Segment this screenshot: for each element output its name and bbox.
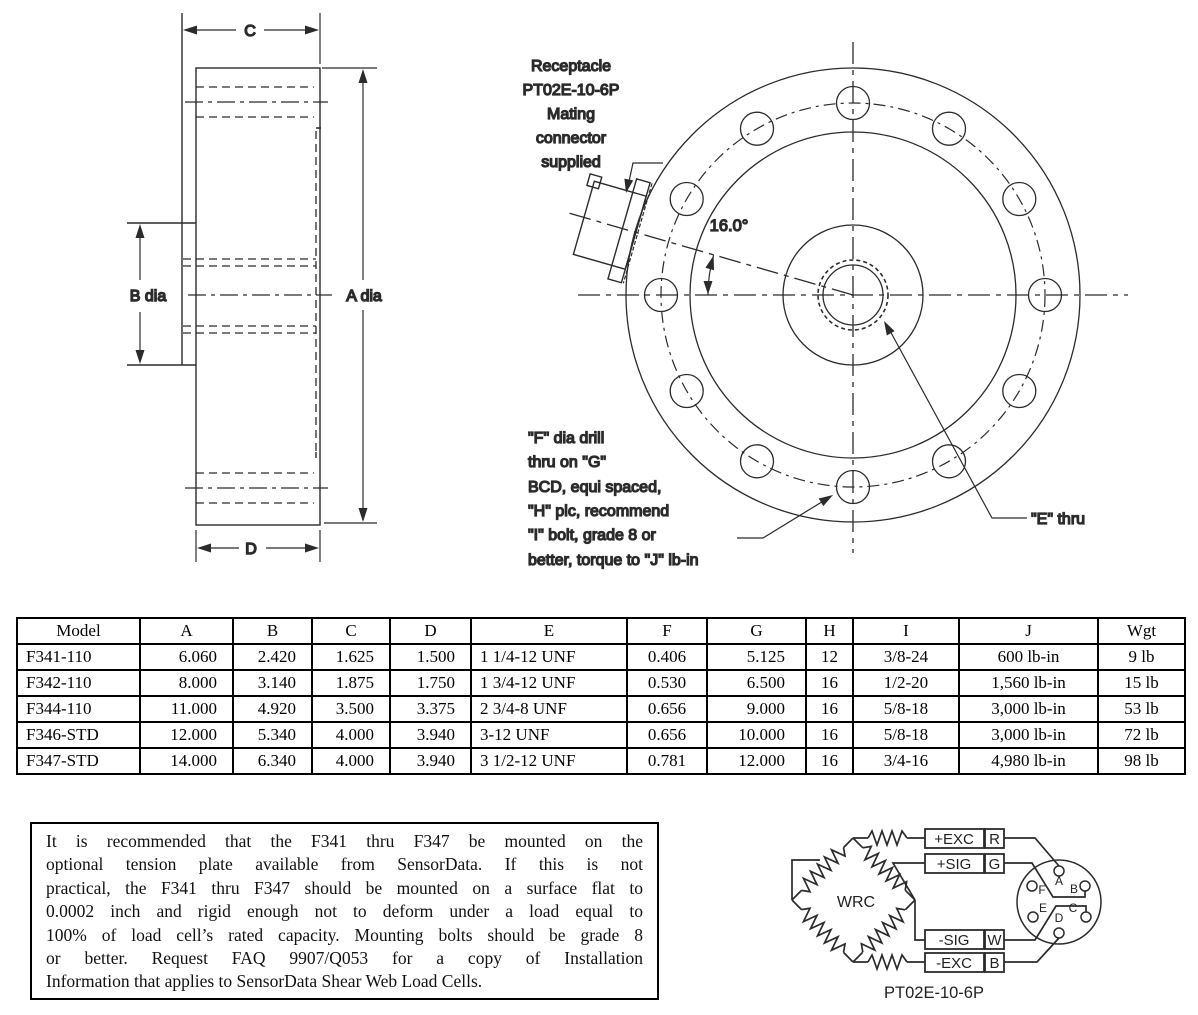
wiring-diagram [735,800,1198,1015]
receptacle-note-line: Receptacle [530,58,612,75]
table-row [17,696,1185,722]
cell-wgt: 9 lb [1098,644,1185,670]
cell-b: 4.920 [233,696,312,722]
col-header-g: G [707,618,806,644]
cell-j: 3,000 lb-in [959,722,1098,748]
cell-f: 0.406 [627,644,707,670]
f-drill-note-line: "I" bolt, grade 8 or [528,527,656,544]
side-view-body-outline [127,13,321,525]
pin-e-circle [1028,912,1038,922]
cell-j: 4,980 lb-in [959,748,1098,774]
cell-wgt: 98 lb [1098,748,1185,774]
col-header-c: C [312,618,390,644]
cell-i: 5/8-18 [853,696,959,722]
col-header-i: I [853,618,959,644]
cell-b: 6.340 [233,748,312,774]
dimension-table [16,617,1186,775]
receptacle-note-line: supplied [541,154,601,171]
e-thru-label: "E" thru [1031,511,1086,528]
col-header-b: B [233,618,312,644]
receptacle-note [523,58,620,171]
signal-label: +EXC [934,831,974,848]
cell-model: F344-110 [17,696,140,722]
cell-g: 9.000 [707,696,806,722]
angle-label: 16.0° [709,217,749,235]
cell-d: 3.940 [390,722,471,748]
pin-label-b: B [1069,882,1079,896]
wire-code-label: W [987,932,1002,949]
installation-note [30,822,659,1000]
cell-i: 5/8-18 [853,722,959,748]
cell-h: 12 [806,644,853,670]
cell-g: 12.000 [707,748,806,774]
dim-d [196,530,320,562]
table-row [17,644,1185,670]
cell-h: 16 [806,722,853,748]
bridge-label: WRC [836,894,876,911]
pin-label-c: C [1068,901,1078,915]
cell-g: 10.000 [707,722,806,748]
pin-label-d: D [1054,911,1064,925]
cell-e: 1 1/4-12 UNF [471,644,627,670]
cell-wgt: 72 lb [1098,722,1185,748]
table-row [17,670,1185,696]
receptacle-leader-arrow [624,163,663,193]
dim-a-label: A dia [346,288,382,305]
table-header-row [17,618,1185,644]
pin-b-circle [1080,881,1090,891]
pin-d-circle [1054,928,1064,938]
cell-b: 5.340 [233,722,312,748]
cell-f: 0.530 [627,670,707,696]
cell-model: F347-STD [17,748,140,774]
cell-a: 8.000 [140,670,233,696]
pin-label-f: F [1038,883,1046,897]
cell-i: 3/4-16 [853,748,959,774]
f-drill-note-line: better, torque to "J" lb-in [528,552,699,569]
col-header-e: E [471,618,627,644]
signal-label-boxes [925,829,1004,972]
cell-c: 4.000 [312,722,390,748]
front-view-drawing [523,42,1128,569]
cell-i: 1/2-20 [853,670,959,696]
e-thru-leader [884,321,1027,518]
note-line: It is recommended that the F341 thru F347 be mounted on the [46,831,643,851]
note-line: Information that applies to SensorData Shear Web Load Cells. [46,971,483,992]
cell-g: 6.500 [707,670,806,696]
f-drill-note-line: BCD, equi spaced, [528,479,662,496]
f-drill-leader [737,495,833,538]
cell-wgt: 53 lb [1098,696,1185,722]
f-drill-note-line: thru on "G" [528,454,607,471]
cell-model: F346-STD [17,722,140,748]
cell-d: 3.375 [390,696,471,722]
wire-code-label: G [988,856,1001,873]
cell-c: 3.500 [312,696,390,722]
f-drill-note-line: "F" dia drill [528,430,605,447]
signal-labels [934,831,1002,972]
cell-h: 16 [806,696,853,722]
cell-a: 11.000 [140,696,233,722]
cell-c: 4.000 [312,748,390,774]
cell-i: 3/8-24 [853,644,959,670]
connector-face [1017,860,1101,944]
cell-b: 3.140 [233,670,312,696]
col-header-model: Model [17,618,140,644]
cell-j: 1,560 lb-in [959,670,1098,696]
cell-b: 2.420 [233,644,312,670]
pin-c-circle [1081,912,1091,922]
note-line: 100% of load cell’s rated capacity. Mounting bolts should be grade 8 [46,924,643,945]
cell-c: 1.625 [312,644,390,670]
cell-f: 0.656 [627,722,707,748]
wire-code-label: R [989,831,1000,848]
cell-h: 16 [806,670,853,696]
cell-e: 3 1/2-12 UNF [471,748,627,774]
f-drill-note-line: "H" plc, recommend [528,503,670,520]
col-header-f: F [627,618,707,644]
col-header-a: A [140,618,233,644]
cell-j: 3,000 lb-in [959,696,1098,722]
side-view-center-lines [185,102,332,488]
col-header-j: J [959,618,1098,644]
receptacle-note-line: PT02E-10-6P [522,82,620,99]
cell-f: 0.781 [627,748,707,774]
cell-a: 14.000 [140,748,233,774]
cell-e: 3-12 UNF [471,722,627,748]
cell-e: 1 3/4-12 UNF [471,670,627,696]
side-view-drawing [127,13,382,562]
cell-wgt: 15 lb [1098,670,1185,696]
dim-d-label: D [245,541,257,558]
cell-a: 12.000 [140,722,233,748]
cell-j: 600 lb-in [959,644,1098,670]
note-line: or better. Request FAQ 9907/Q053 for a copy of Installation [46,948,643,969]
table-row [17,722,1185,748]
dim-c-label: C [244,23,256,40]
wire-code-label: B [989,955,1000,972]
cell-d: 3.940 [390,748,471,774]
receptacle-note-line: Mating [546,106,596,123]
cell-h: 16 [806,748,853,774]
connector-caption: PT02E-10-6P [884,984,984,1002]
note-line: practical, the F341 thru F347 should be mounted on a surface flat to [46,877,643,898]
table-row [17,748,1185,774]
pin-f-circle [1027,881,1037,891]
cell-model: F341-110 [17,644,140,670]
signal-label: -SIG [938,932,970,949]
receptacle-note-line: connector [535,130,607,147]
signal-label: +SIG [936,856,972,873]
col-header-d: D [390,618,471,644]
cell-g: 5.125 [707,644,806,670]
col-header-wgt: Wgt [1098,618,1185,644]
note-line: 0.0002 inch and rigid enough not to deform under a load equal to [46,901,643,922]
signal-label: -EXC [936,955,972,972]
cell-f: 0.656 [627,696,707,722]
col-header-h: H [806,618,853,644]
pin-label-a: A [1054,874,1064,888]
cell-model: F342-110 [17,670,140,696]
pin-label-e: E [1038,901,1048,915]
angle-dimension [704,255,715,295]
f-drill-note [528,430,699,569]
cell-c: 1.875 [312,670,390,696]
dim-b-label: B dia [129,288,167,305]
cell-a: 6.060 [140,644,233,670]
cell-d: 1.750 [390,670,471,696]
cell-d: 1.500 [390,644,471,670]
note-line: optional tension plate available from SensorData. If this is not [46,854,643,875]
cell-e: 2 3/4-8 UNF [471,696,627,722]
